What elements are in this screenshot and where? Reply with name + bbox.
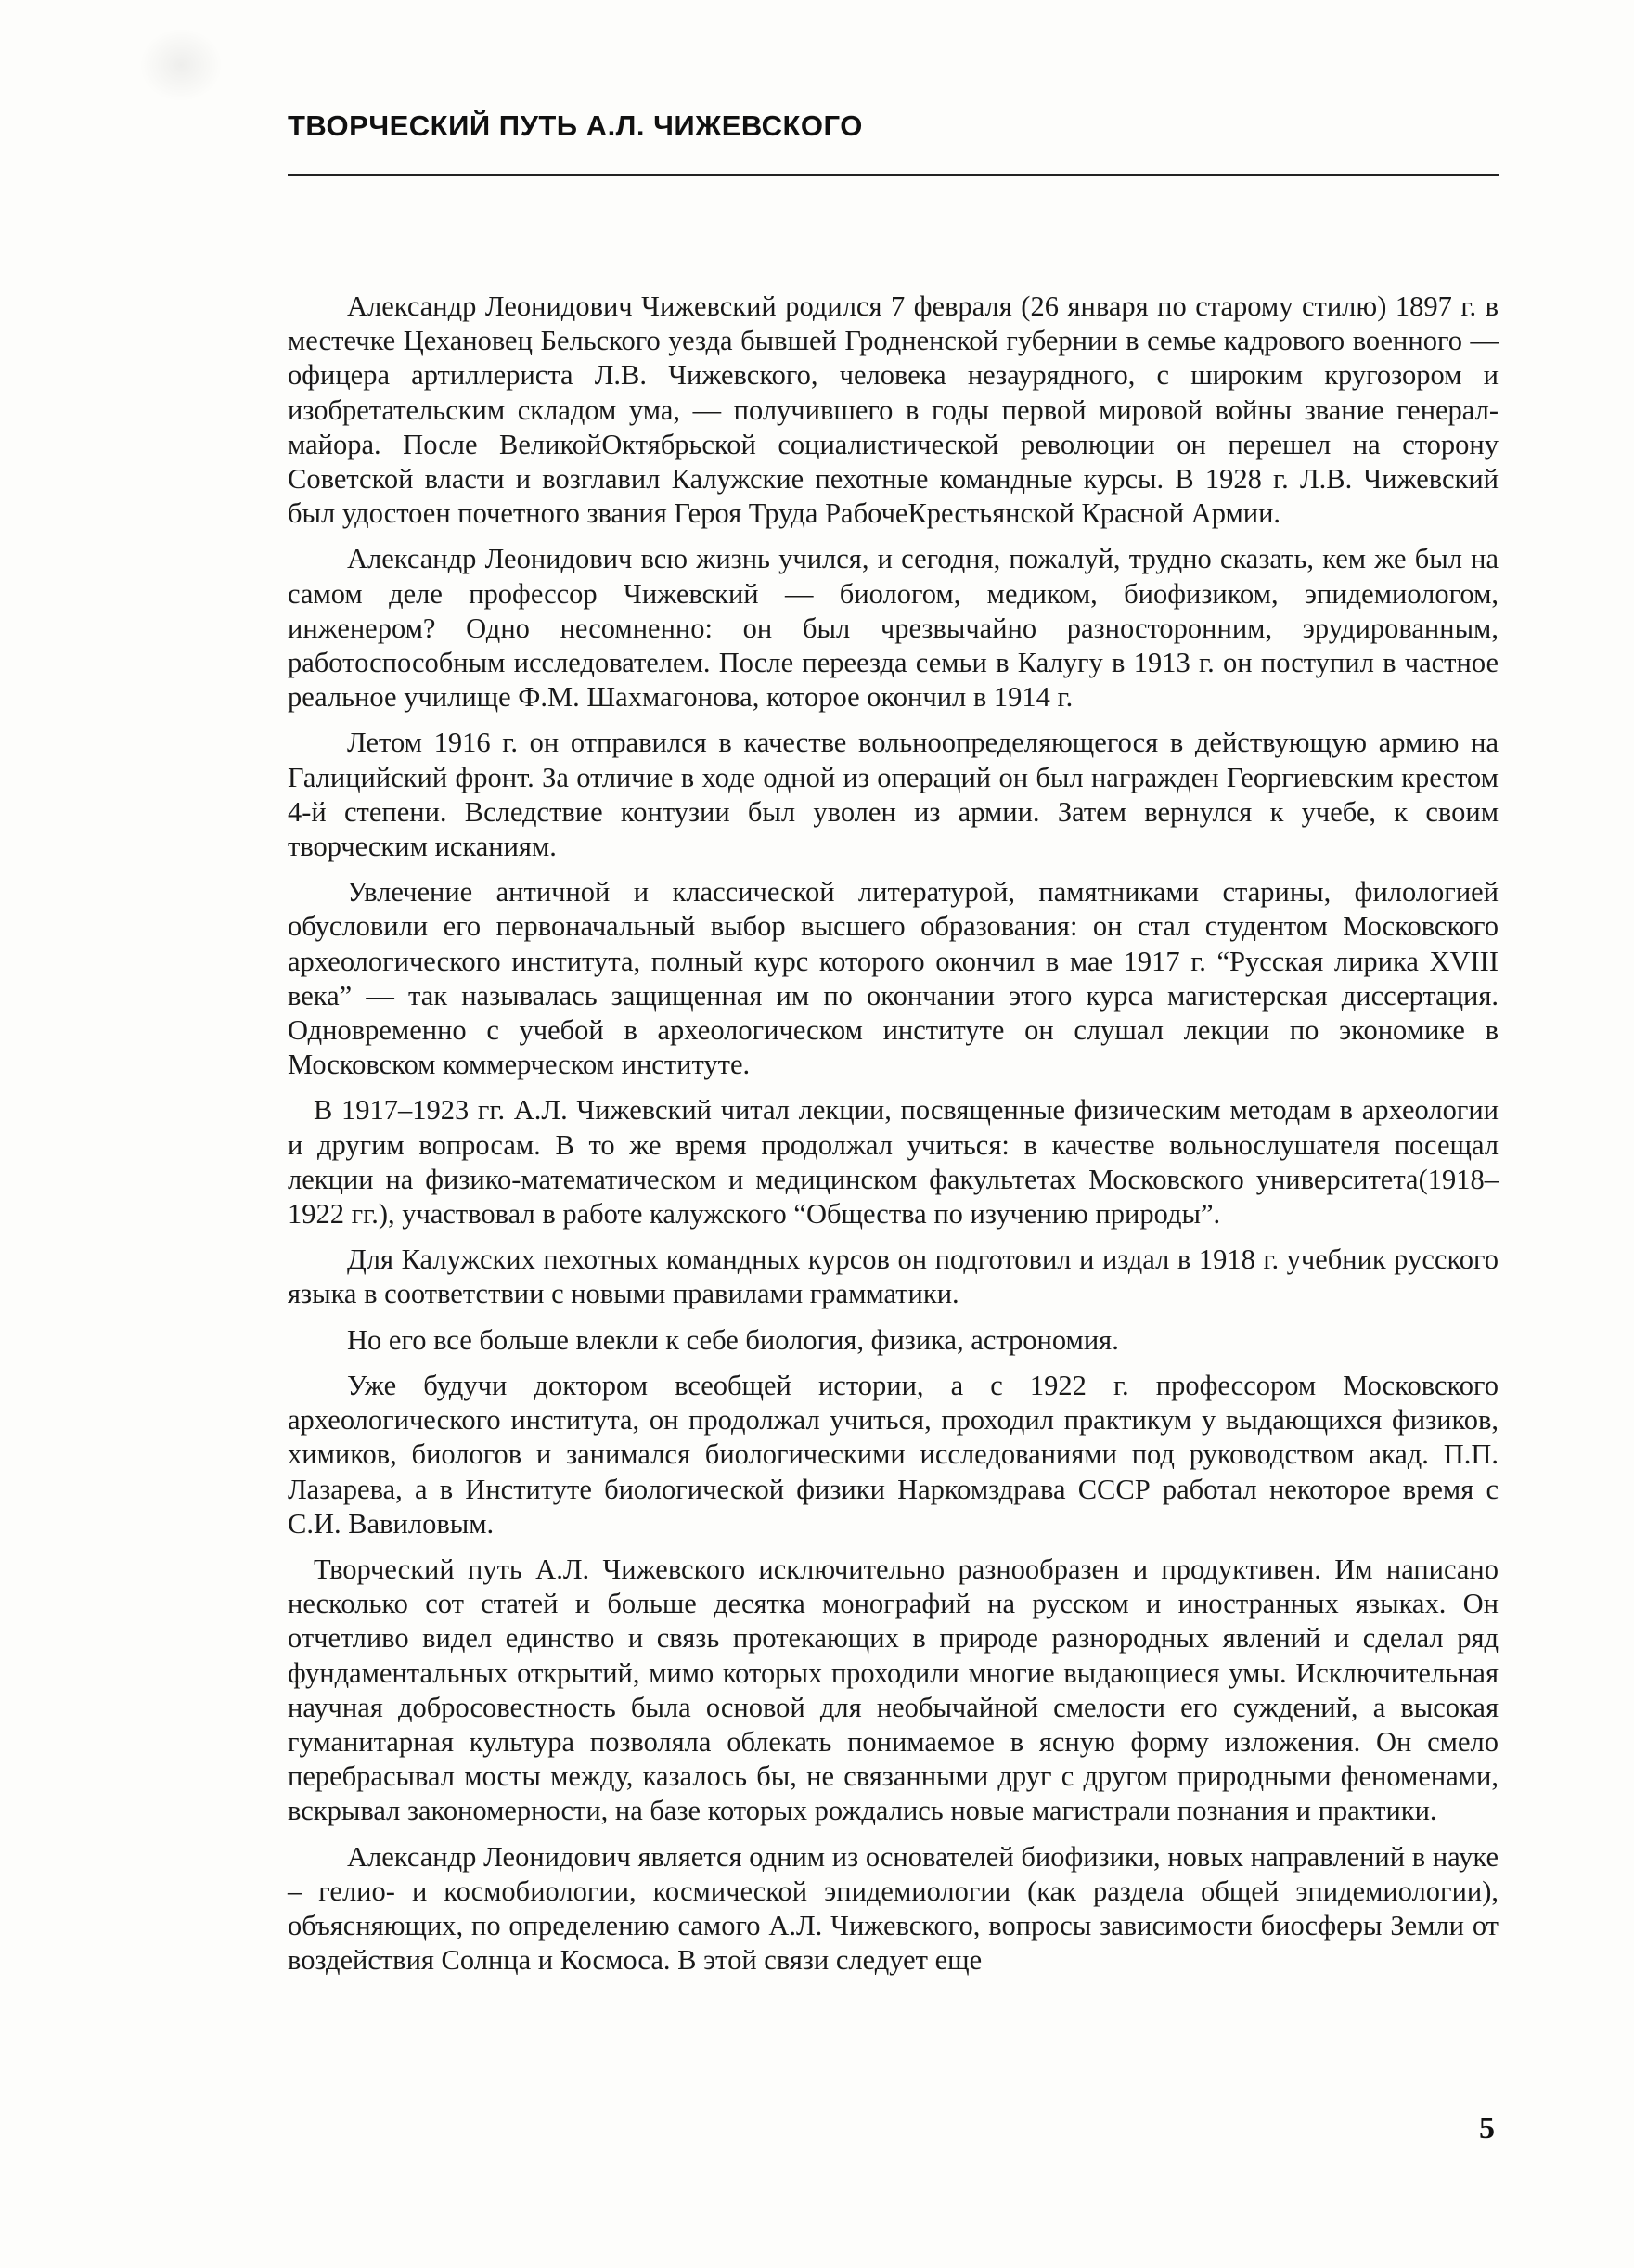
paragraph-2: Александр Леонидович всю жизнь учился, и сегодня, пожалуй, трудно сказать, кем же был на самом деле профессор Чижевский — биологом, медиком, биофизиком, эпидемиологом, инженером? Одно несомненно: он был чрезвычайно разносторонним, эрудированным, работоспособным исследователем. После переезда семьи в Калугу в 1913 г. он поступил в частное реальное училище Ф.М. Шахмагонова, которое окончил в 1914 г. <box>288 543 1499 714</box>
paragraph-1: Александр Леонидович Чижевский родился 7 февраля (26 января по старому стилю) 1897 г. в местечке Цехановец Бельского уезда бывшей Гродненской губернии в семье кадрового военного — офицера артиллериста Л.В. Чижевского, человека незаурядного, с широким кругозором и изобретательским складом ума, — получившего в годы первой мировой войны звание генерал-майора. После ВеликойОктябрьской социалистической революции он перешел на сторону Советской власти и возглавил Калужские пехотные командные курсы. В 1928 г. Л.В. Чижевский был удостоен почетного звания Героя Труда РабочеКрестьянской Красной Армии. <box>288 290 1499 530</box>
paragraph-10: Александр Леонидович является одним из основателей биофизики, новых направлений в науке – гелио- и космобиологии, космической эпидемиологии (как раздела общей эпидемиологии), объясняющих, по определению самого А.Л. Чижевского, вопросы зависимости биосферы Земли от воздействия Солнца и Космоса. В этой связи следует еще <box>288 1840 1499 1977</box>
paragraph-3: Летом 1916 г. он отправился в качестве вольноопределяющегося в действующую армию на Галицийский фронт. За отличие в ходе одной из операций он был награжден Георгиевским крестом 4-й степени. Вследствие контузии был уволен из армии. Затем вернулся к учебе, к своим творческим исканиям. <box>288 727 1499 863</box>
paragraph-7: Но его все больше влекли к себе биология, физика, астрономия. <box>347 1323 1119 1356</box>
header-rule <box>288 174 1499 176</box>
paragraph-4: Увлечение античной и классической литературой, памятниками старины, филологией обусловили его первоначальный выбор высшего образования: он стал студентом Московского археологического института, полный курс которого окончил в мае 1917 г. “Русская лирика XVIII века” — так называлась защищенная им по окончании этого курса магистерская диссертация. Одновременно с учебой в археологическом институте он слушал лекции по экономике в Московском коммерческом институте. <box>288 876 1499 1081</box>
page-number: 5 <box>1479 2111 1495 2146</box>
scan-smudge <box>139 28 223 102</box>
page-header <box>288 107 1499 146</box>
paragraph-9: Творческий путь А.Л. Чижевского исключительно разнообразен и продуктивен. Им написано несколько сот статей и больше десятка монографий на русском и иностранных языках. Он отчетливо видел единство и связь протекающих в природе разнородных явлений и сделал ряд фундаментальных открытий, мимо которых проходили многие выдающиеся умы. Исключительная научная добросовестность была основой для необычайной смелости его суждений, а высокая гуманитарная культура позволяла облекать понимаемое в ясную форму изложения. Он смело перебрасывал мосты между, казалось бы, не связанными друг с другом природными феноменами, вскрывал закономерности, на базе которых рождались новые магистрали познания и практики. <box>288 1553 1499 1827</box>
paragraph-8: Уже будучи доктором всеобщей истории, а с 1922 г. профессором Московского археологического института, он продолжал учиться, проходил практикум у выдающихся физиков, химиков, биологов и занимался биологическими исследованиями под руководством акад. П.П. Лазарева, а в Институте биологической физики Наркомздрава СССР работал некоторое время с С.И. Вавиловым. <box>288 1369 1499 1540</box>
running-title: ТВОРЧЕСКИЙ ПУТЬ А.Л. ЧИЖЕВСКОГО <box>288 110 863 142</box>
body-text <box>288 290 1499 1989</box>
paragraph-6: Для Калужских пехотных командных курсов он подготовил и издал в 1918 г. учебник русского языка в соответствии с новыми правилами грамматики. <box>288 1244 1499 1310</box>
paragraph-5: В 1917–1923 гг. А.Л. Чижевский читал лекции, посвященные физическим методам в археологии и другим вопросам. В то же время продолжал учиться: в качестве вольнослушателя посещал лекции на физико-математическом и медицинском факультетах Московского университета(1918–1922 гг.), участвовал в работе калужского “Общества по изучению природы”. <box>288 1094 1499 1231</box>
